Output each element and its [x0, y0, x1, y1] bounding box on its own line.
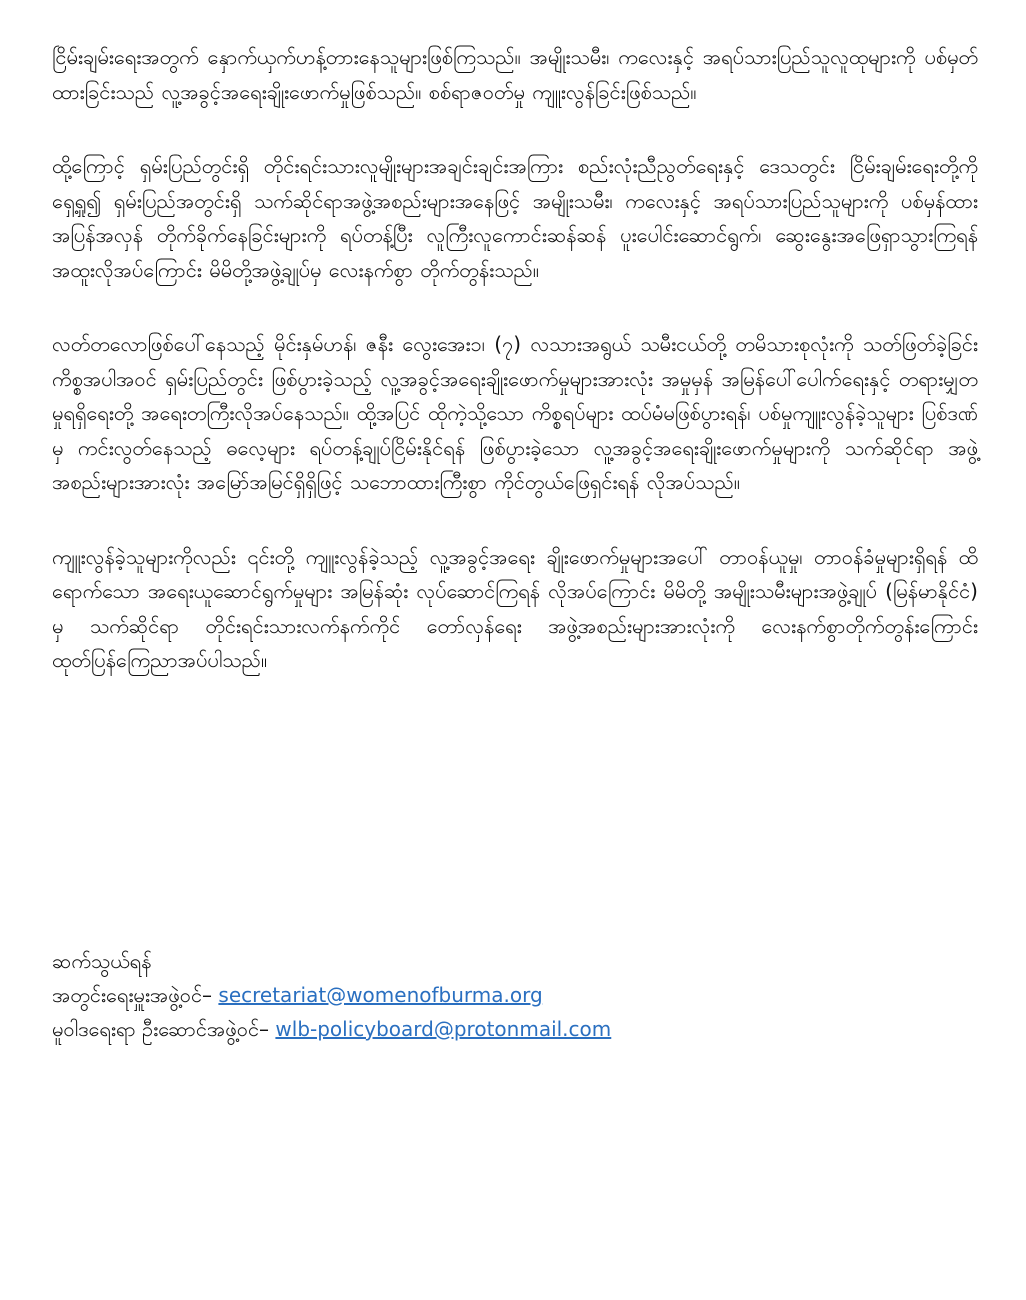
contact-heading: ဆက်သွယ်ရန် — [52, 949, 152, 973]
policy-contact-line — [52, 1012, 978, 1046]
statement-body — [52, 40, 978, 718]
policy-email-link[interactable]: wlb-policyboard@protonmail.com — [275, 1017, 612, 1041]
secretariat-email-link[interactable]: secretariat@womenofburma.org — [218, 983, 543, 1007]
paragraph-2: ထို့ကြောင့် ရှမ်းပြည်တွင်းရှိ တိုင်းရင်းသားလူမျိုးများအချင်းချင်းအကြား စည်းလုံးညီညွတ်ရေးနှင့် ဒေသတွင်း ငြိမ်းချမ်းရေးတို့ကို ရှေ့ရှု၍ ရှမ်းပြည်အတွင်းရှိ သက်ဆိုင်ရာအဖွဲ့အစည်းများအနေဖြင့် အမျိုးသမီး၊ ကလေးနှင့် အရပ်သားပြည်သူများကို ပစ်မှန်ထား အပြန်အလှန် တိုက်ခိုက်နေခြင်းများကို ရပ်တန့်ပြီး လူကြီးလူကောင်းဆန်ဆန် ပူးပေါင်းဆောင်ရွက်၊ ဆွေးနွေးအဖြေရှာသွားကြရန် အထူးလိုအပ်ကြောင်း မိမိတို့အဖွဲ့ချုပ်မှ လေးနက်စွာ တိုက်တွန်းသည်။ — [52, 154, 978, 282]
paragraph-4: ကျူးလွန်ခဲ့သူများကိုလည်း ၎င်းတို့ ကျူးလွန်ခဲ့သည့် လူ့အခွင့်အရေး ချိုးဖောက်မှုများအပေါ် တာဝန်ယူမှု၊ တာဝန်ခံမှုများရှိရန် ထိရောက်သော အရေးယူဆောင်ရွက်မှုများ အမြန်ဆုံး လုပ်ဆောင်ကြရန် လိုအပ်ကြောင်း မိမိတို့ အမျိုးသမီးများအဖွဲ့ချုပ် (မြန်မာနိုင်ငံ) မှ သက်ဆိုင်ရာ တိုင်းရင်းသားလက်နက်ကိုင် တော်လှန်ရေး အဖွဲ့အစည်းများအားလုံးကို လေးနက်စွာတိုက်တွန်းကြောင်း ထုတ်ပြန်ကြေညာအပ်ပါသည်။ — [52, 544, 978, 672]
paragraph-3: လတ်တလောဖြစ်ပေါ်နေသည့် မိုင်းနှမ်ဟန်၊ ဇနီး လွေးအေး၁၊ (၇) လသားအရွယ် သမီးငယ်တို့ တမိသားစုလုံးကို သတ်ဖြတ်ခဲ့ခြင်းကိစ္စအပါအဝင် ရှမ်းပြည်တွင်း ဖြစ်ပွားခဲ့သည့် လူ့အခွင့်အရေးချိုးဖောက်မှုများအားလုံး အမှုမှန် အမြန်ပေါ်ပေါက်ရေးနှင့် တရားမျှတမှုရရှိရေးတို့ အရေးတကြီးလိုအပ်နေသည်။ ထို့အပြင် ထိုကဲ့သို့သော ကိစ္စရပ်များ ထပ်မံမဖြစ်ပွားရန်၊ ပစ်မှုကျူးလွန်ခဲ့သူများ ပြစ်ဒဏ်မှ ကင်းလွတ်နေသည့် ဓလေ့များ ရပ်တန့်ချုပ်ငြိမ်းနိုင်ရန် ဖြစ်ပွားခဲ့သော လူ့အခွင့်အရေးချိုးဖောက်မှုများကို သက်ဆိုင်ရာ အဖွဲ့အစည်းများအားလုံး အမြော်အမြင်ရှိရှိဖြင့် သဘောထားကြီးစွာ ကိုင်တွယ်ဖြေရှင်းရန် လိုအပ်သည်။ — [52, 332, 978, 494]
paragraph-1: ငြိမ်းချမ်းရေးအတွက် နှောက်ယှက်ဟန့်တားနေသူများဖြစ်ကြသည်။ အမျိုးသမီး၊ ကလေးနှင့် အရပ်သားပြည်သူလူထုများကို ပစ်မှတ်ထားခြင်းသည် လူ့အခွင့်အရေးချိုးဖောက်မှုဖြစ်သည်။ စစ်ရာဇဝတ်မှု ကျူးလွန်ခြင်းဖြစ်သည်။ — [52, 45, 978, 104]
policy-label: မူဝါဒရေးရာ ဦးဆောင်အဖွဲ့ဝင်– — [52, 1017, 276, 1041]
secretariat-contact-line — [52, 978, 978, 1012]
contact-section — [52, 944, 978, 1046]
secretariat-label: အတွင်းရေးမှူးအဖွဲ့ဝင်– — [52, 983, 219, 1007]
